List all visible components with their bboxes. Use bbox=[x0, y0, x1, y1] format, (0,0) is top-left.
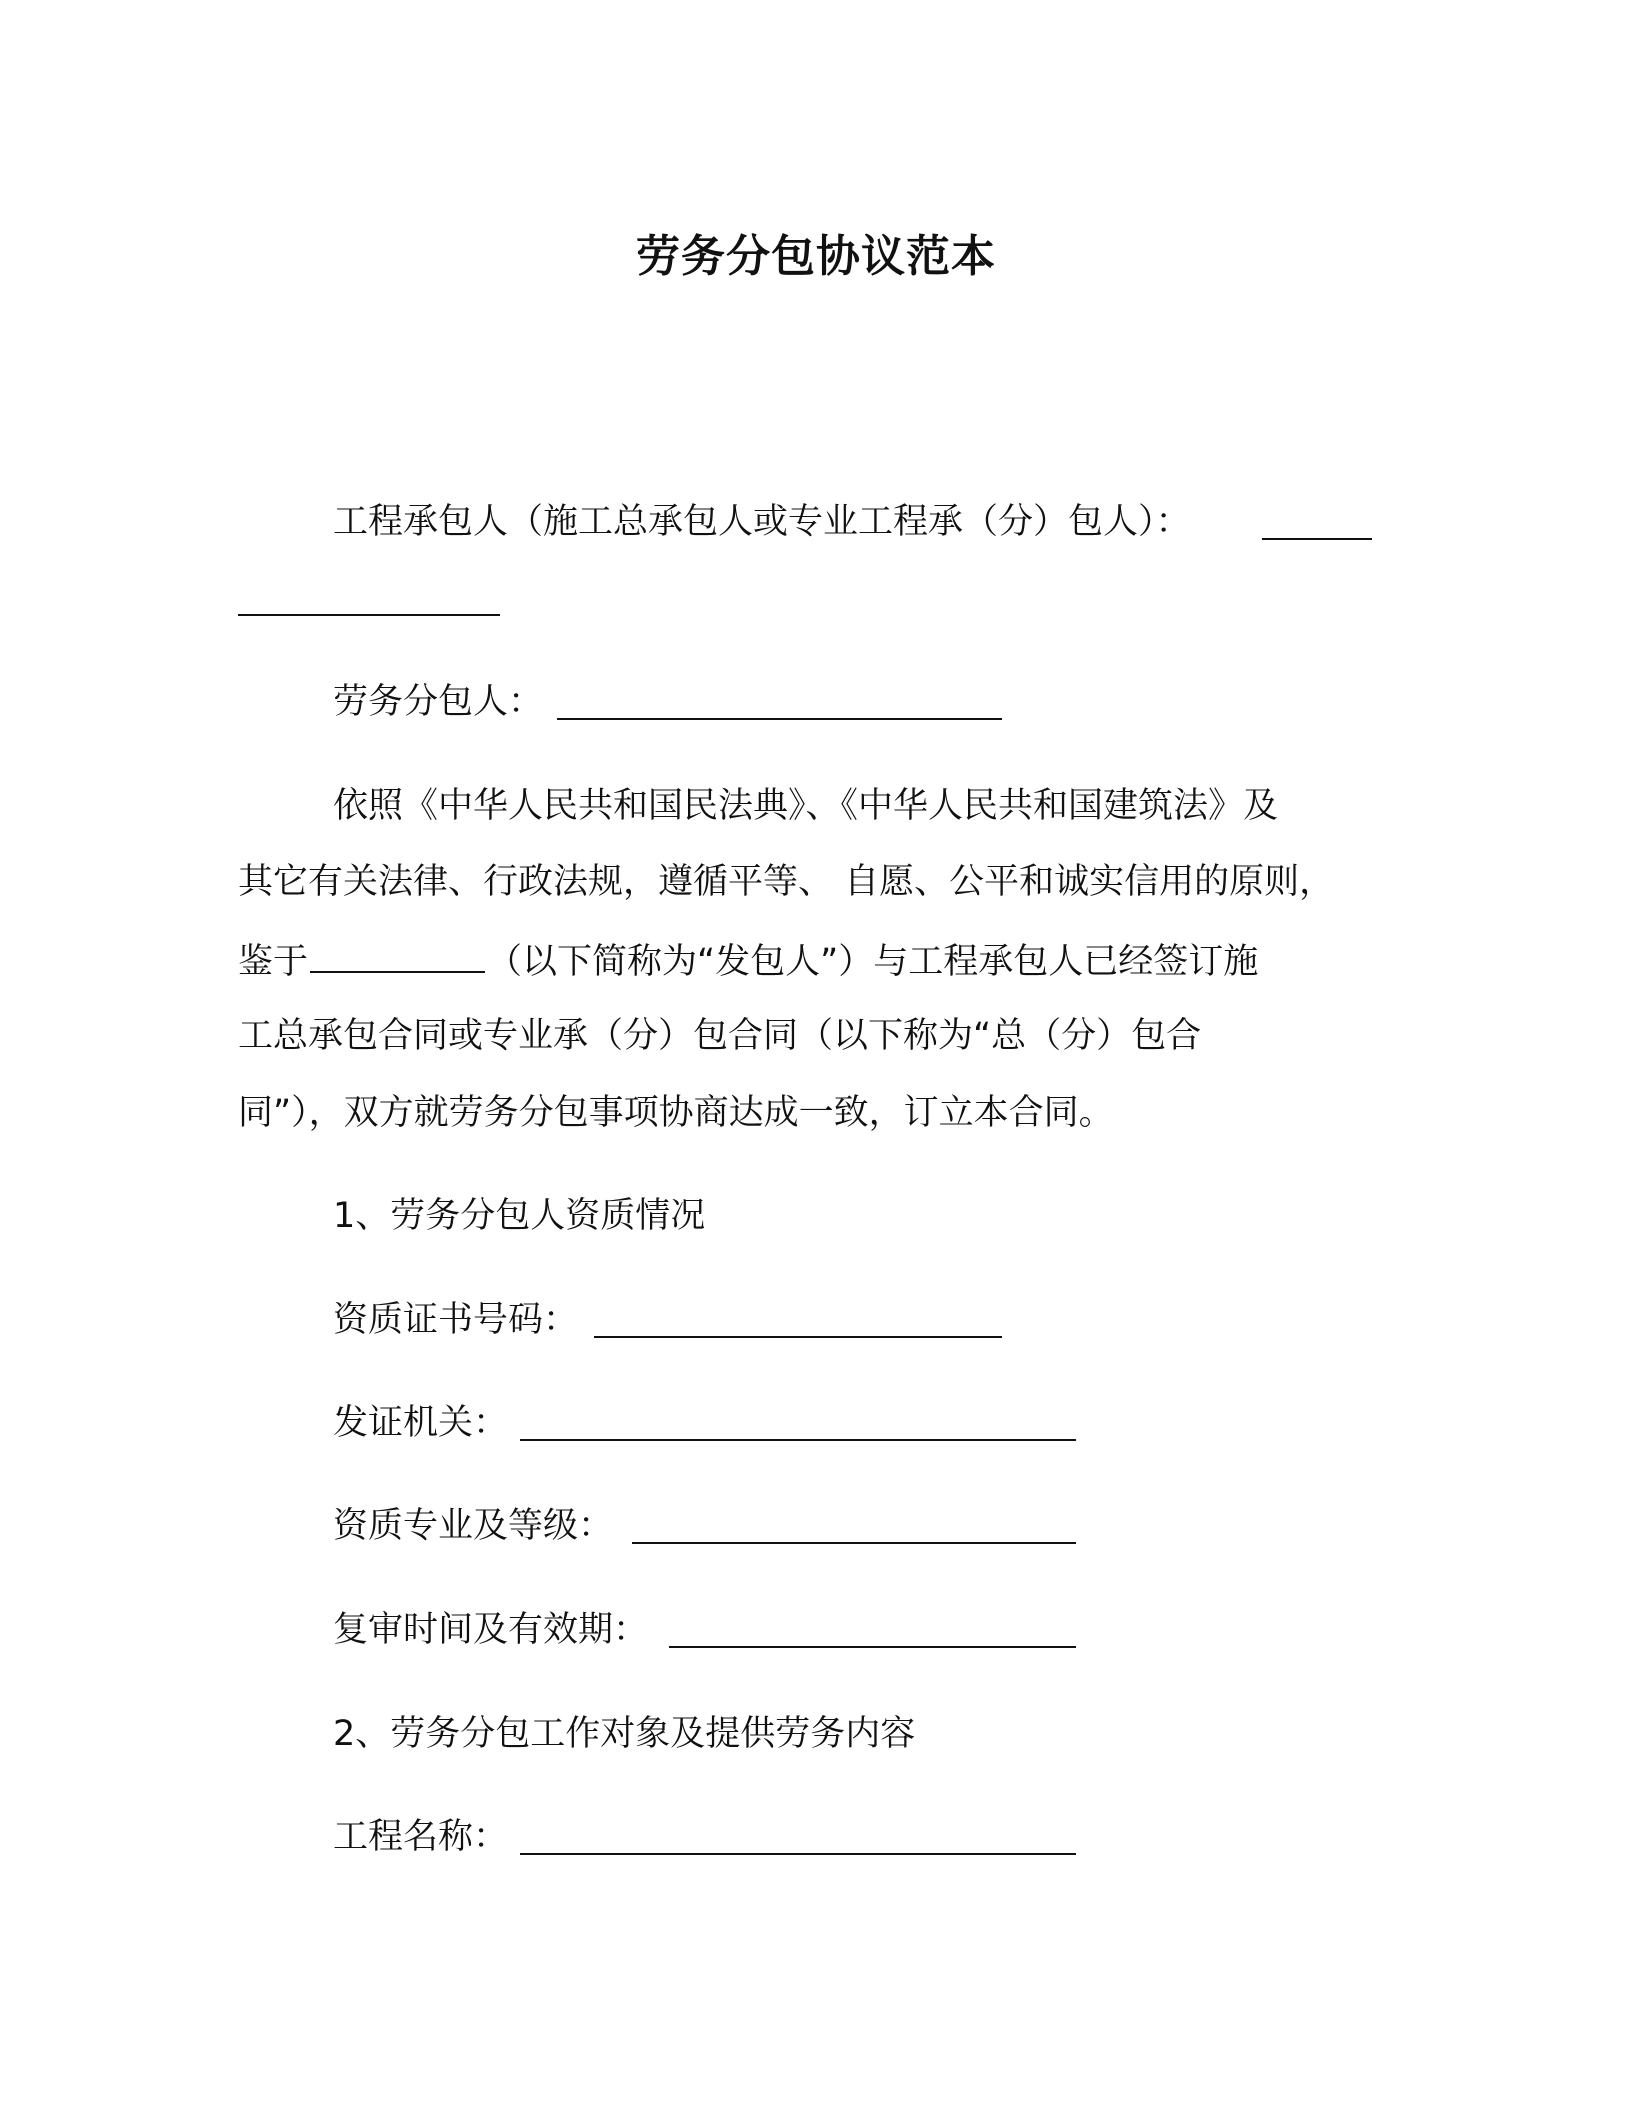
section-1-heading: 1、劳务分包人资质情况 bbox=[333, 1196, 706, 1236]
section-2-heading: 2、劳务分包工作对象及提供劳务内容 bbox=[333, 1714, 916, 1754]
project-name-blank[interactable] bbox=[520, 1853, 1076, 1855]
qualification-grade-label: 资质专业及等级： bbox=[333, 1506, 614, 1546]
preamble-line-5: 同”），双方就劳务分包事项协商达成一致，订立本合同。 bbox=[238, 1093, 1114, 1133]
issuing-authority-label: 发证机关： bbox=[333, 1403, 509, 1443]
employer-blank[interactable] bbox=[310, 935, 485, 973]
review-validity-label: 复审时间及有效期： bbox=[333, 1610, 649, 1650]
preamble-line-1: 依照《中华人民共和国民法典》、《中华人民共和国建筑法》及 bbox=[333, 786, 1279, 826]
contractor-blank-2[interactable] bbox=[238, 614, 500, 616]
subcontractor-label: 劳务分包人： bbox=[333, 682, 544, 722]
cert-number-label: 资质证书号码： bbox=[333, 1300, 579, 1340]
document-title: 劳务分包协议范本 bbox=[636, 231, 996, 282]
contractor-blank-1[interactable] bbox=[1262, 538, 1372, 540]
cert-number-blank[interactable] bbox=[594, 1336, 1002, 1338]
preamble-line-3-start: 鉴于 bbox=[238, 942, 309, 982]
review-validity-blank[interactable] bbox=[669, 1646, 1076, 1648]
subcontractor-blank[interactable] bbox=[557, 718, 1002, 720]
preamble-line-3 bbox=[238, 935, 1258, 986]
contractor-label: 工程承包人（施工总承包人或专业工程承（分）包人）： bbox=[333, 502, 1191, 542]
project-name-label: 工程名称： bbox=[333, 1817, 509, 1857]
qualification-grade-blank[interactable] bbox=[632, 1542, 1076, 1544]
preamble-line-3-end: （以下简称为“发包人”）与工程承包人已经签订施 bbox=[487, 942, 1259, 982]
preamble-line-4: 工总承包合同或专业承（分）包合同（以下称为“总（分）包合 bbox=[238, 1016, 1202, 1056]
issuing-authority-blank[interactable] bbox=[520, 1439, 1076, 1441]
preamble-line-2: 其它有关法律、行政法规，遵循平等、 自愿、公平和诚实信用的原则， bbox=[238, 862, 1335, 902]
